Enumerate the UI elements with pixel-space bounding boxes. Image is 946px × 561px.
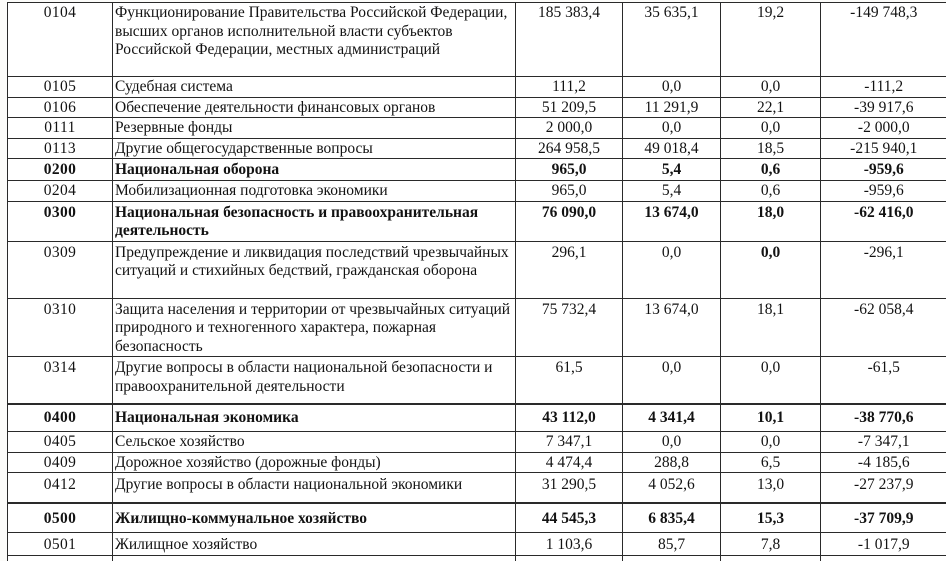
value-cell: -39 917,6 [821, 97, 946, 118]
code-cell: 0409 [8, 452, 113, 473]
value-cell: -38 770,6 [821, 404, 946, 432]
code-cell: 0106 [8, 97, 113, 118]
code-cell: 0501 [8, 533, 113, 556]
value-cell: 49 018,4 [623, 138, 721, 159]
table-row [8, 503, 946, 533]
value-cell: 4 474,4 [516, 452, 623, 473]
value-cell: -111,2 [821, 77, 946, 98]
code-cell: 0200 [8, 159, 113, 181]
table-row [8, 97, 946, 118]
name-cell: Национальная экономика [113, 404, 516, 432]
value-cell: 0,6 [721, 159, 821, 181]
value-cell: 6 835,4 [623, 503, 721, 533]
name-cell: Защита населения и территории от чрезвычайных ситуаций природного и техногенного характера, пожарная безопасность [113, 298, 516, 357]
code-cell: 0204 [8, 181, 113, 202]
table-row-cutoff [8, 556, 946, 561]
table-row [8, 201, 946, 241]
value-cell [623, 556, 721, 561]
name-cell: Жилищно-коммунальное хозяйство [113, 503, 516, 533]
code-cell: 0300 [8, 201, 113, 241]
table-row [8, 357, 946, 404]
value-cell: 18,0 [721, 201, 821, 241]
value-cell: 6,5 [721, 452, 821, 473]
value-cell: -62 058,4 [821, 298, 946, 357]
value-cell: 11 291,9 [623, 97, 721, 118]
value-cell: -7 347,1 [821, 432, 946, 453]
value-cell: 0,0 [623, 241, 721, 298]
value-cell: -959,6 [821, 159, 946, 181]
value-cell: 13,0 [721, 473, 821, 503]
code-cell: 0310 [8, 298, 113, 357]
value-cell: 0,6 [721, 181, 821, 202]
code-cell: 0314 [8, 357, 113, 404]
name-cell: Судебная система [113, 77, 516, 98]
code-cell: 0104 [8, 3, 113, 77]
value-cell: 44 545,3 [516, 503, 623, 533]
value-cell: 288,8 [623, 452, 721, 473]
name-cell: Функционирование Правительства Российской Федерации, высших органов исполнительной власти субъектов Российской Федерации, местных администраций [113, 3, 516, 77]
name-cell [113, 556, 516, 561]
name-cell: Национальная оборона [113, 159, 516, 181]
value-cell: 965,0 [516, 181, 623, 202]
value-cell: 4 052,6 [623, 473, 721, 503]
value-cell: 0,0 [623, 118, 721, 139]
value-cell [721, 556, 821, 561]
value-cell: 0,0 [721, 432, 821, 453]
value-cell: 0,0 [721, 77, 821, 98]
value-cell: -2 000,0 [821, 118, 946, 139]
code-cell [8, 556, 113, 561]
value-cell: 965,0 [516, 159, 623, 181]
value-cell: 13 674,0 [623, 298, 721, 357]
table-row [8, 138, 946, 159]
code-cell: 0500 [8, 503, 113, 533]
table-row [8, 533, 946, 556]
name-cell: Сельское хозяйство [113, 432, 516, 453]
value-cell: 22,1 [721, 97, 821, 118]
code-cell: 0400 [8, 404, 113, 432]
table-row [8, 118, 946, 139]
value-cell: 75 732,4 [516, 298, 623, 357]
value-cell: 296,1 [516, 241, 623, 298]
value-cell: -61,5 [821, 357, 946, 404]
value-cell: -37 709,9 [821, 503, 946, 533]
value-cell: 1 103,6 [516, 533, 623, 556]
value-cell: -215 940,1 [821, 138, 946, 159]
value-cell: 2 000,0 [516, 118, 623, 139]
value-cell: 7,8 [721, 533, 821, 556]
value-cell: 0,0 [623, 432, 721, 453]
value-cell: 5,4 [623, 181, 721, 202]
value-cell: -27 237,9 [821, 473, 946, 503]
value-cell: -4 185,6 [821, 452, 946, 473]
table-row [8, 159, 946, 181]
value-cell: 111,2 [516, 77, 623, 98]
value-cell: 0,0 [721, 357, 821, 404]
value-cell: 10,1 [721, 404, 821, 432]
value-cell: 51 209,5 [516, 97, 623, 118]
value-cell: -149 748,3 [821, 3, 946, 77]
value-cell: 0,0 [623, 357, 721, 404]
name-cell: Предупреждение и ликвидация последствий чрезвычайных ситуаций и стихийных бедствий, гражданская оборона [113, 241, 516, 298]
value-cell: 18,1 [721, 298, 821, 357]
value-cell: -62 416,0 [821, 201, 946, 241]
name-cell: Мобилизационная подготовка экономики [113, 181, 516, 202]
table-row [8, 3, 946, 77]
table-row [8, 77, 946, 98]
code-cell: 0105 [8, 77, 113, 98]
value-cell: -1 017,9 [821, 533, 946, 556]
name-cell: Другие вопросы в области национальной безопасности и правоохранительной деятельности [113, 357, 516, 404]
value-cell: 13 674,0 [623, 201, 721, 241]
value-cell: 76 090,0 [516, 201, 623, 241]
value-cell: 18,5 [721, 138, 821, 159]
value-cell: 0,0 [721, 118, 821, 139]
name-cell: Резервные фонды [113, 118, 516, 139]
table-row [8, 241, 946, 298]
value-cell: 4 341,4 [623, 404, 721, 432]
value-cell: 61,5 [516, 357, 623, 404]
value-cell: 19,2 [721, 3, 821, 77]
value-cell: -959,6 [821, 181, 946, 202]
value-cell [821, 556, 946, 561]
table-row [8, 404, 946, 432]
code-cell: 0412 [8, 473, 113, 503]
table-row [8, 181, 946, 202]
value-cell: 35 635,1 [623, 3, 721, 77]
code-cell: 0405 [8, 432, 113, 453]
value-cell: 7 347,1 [516, 432, 623, 453]
value-cell: 0,0 [623, 77, 721, 98]
table-row [8, 452, 946, 473]
value-cell [516, 556, 623, 561]
name-cell: Другие общегосударственные вопросы [113, 138, 516, 159]
code-cell: 0113 [8, 138, 113, 159]
value-cell: 264 958,5 [516, 138, 623, 159]
table-row [8, 473, 946, 503]
table-row [8, 298, 946, 357]
name-cell: Обеспечение деятельности финансовых органов [113, 97, 516, 118]
name-cell: Национальная безопасность и правоохранительная деятельность [113, 201, 516, 241]
code-cell: 0309 [8, 241, 113, 298]
value-cell: 0,0 [721, 241, 821, 298]
name-cell: Жилищное хозяйство [113, 533, 516, 556]
value-cell: 15,3 [721, 503, 821, 533]
budget-table-body [8, 3, 946, 561]
value-cell: 185 383,4 [516, 3, 623, 77]
value-cell: 31 290,5 [516, 473, 623, 503]
code-cell: 0111 [8, 118, 113, 139]
name-cell: Дорожное хозяйство (дорожные фонды) [113, 452, 516, 473]
table-row [8, 432, 946, 453]
budget-table [7, 2, 946, 561]
value-cell: 43 112,0 [516, 404, 623, 432]
value-cell: -296,1 [821, 241, 946, 298]
name-cell: Другие вопросы в области национальной экономики [113, 473, 516, 503]
value-cell: 85,7 [623, 533, 721, 556]
value-cell: 5,4 [623, 159, 721, 181]
